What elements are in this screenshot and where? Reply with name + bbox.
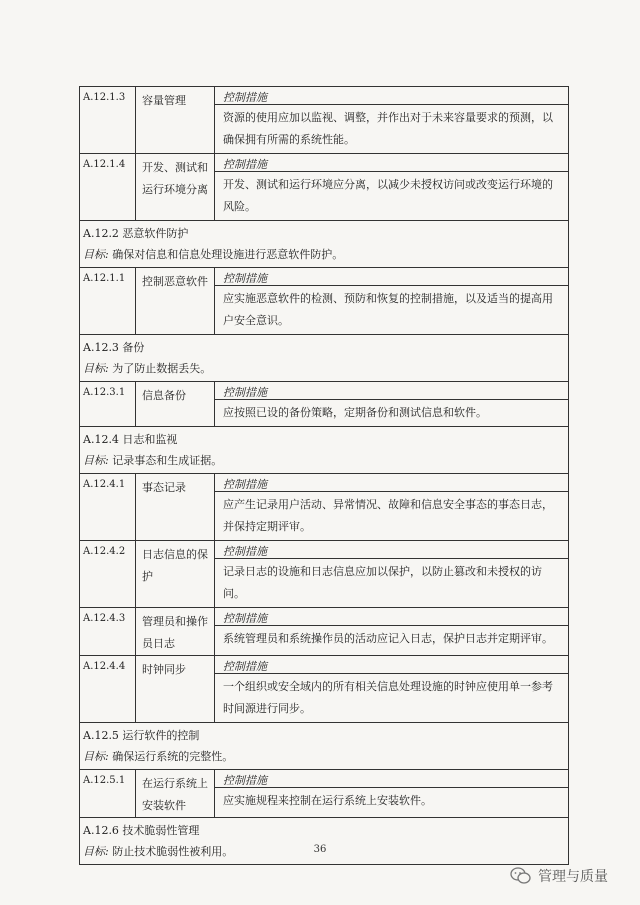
control-name: 控制恶意软件 [136,268,215,334]
control-text: 应实施恶意软件的检测、预防和恢复的控制措施，以及适当的提高用户安全意识。 [223,292,553,327]
control-row [80,381,568,426]
control-row [80,267,568,334]
control-id: A.12.1.3 [80,87,136,153]
brand-text: 管理与质量 [538,869,608,885]
wechat-icon [510,867,532,885]
control-name: 事态记录 [136,474,215,540]
section-title: A.12.5 运行软件的控制 [83,729,200,742]
section-title: A.12.3 备份 [83,341,145,354]
goal-label: 目标: [83,845,109,858]
control-text: 系统管理员和系统操作员的活动应记入日志，保护日志并定期评审。 [223,632,553,645]
section-header [80,722,568,769]
control-text: 开发、测试和运行环境应分离，以减少未授权访问或改变运行环境的风险。 [223,178,553,213]
control-text: 应产生记录用户活动、异常情况、故障和信息安全事态的事态日志，并保持定期评审。 [223,498,553,533]
control-row [80,540,568,607]
section-goal [83,358,565,379]
control-id: A.12.5.1 [80,770,136,817]
goal-label: 目标: [83,750,109,763]
goal-label: 目标: [83,454,109,467]
control-label: 控制措施 [215,656,568,674]
control-row [80,655,568,722]
control-id: A.12.1.1 [80,268,136,334]
section-goal [83,746,565,767]
control-description [215,541,568,607]
control-description [215,382,568,426]
control-text: 资源的使用应加以监视、调整，并作出对于未来容量要求的预测，以确保拥有所需的系统性能。 [223,111,553,146]
control-label: 控制措施 [215,474,568,492]
control-label: 控制措施 [215,268,568,286]
control-text: 应实施规程来控制在运行系统上安装软件。 [223,794,432,807]
page-number: 36 [313,844,327,855]
section-goal [83,450,565,471]
control-id: A.12.4.4 [80,656,136,722]
goal-text: 记录事态和生成证据。 [112,454,223,467]
control-label: 控制措施 [215,541,568,559]
control-label: 控制措施 [215,154,568,172]
controls-table [79,86,569,865]
section-title: A.12.4 日志和监视 [83,433,178,446]
control-name: 开发、测试和运行环境分离 [136,154,215,220]
control-description [215,608,568,655]
control-name: 日志信息的保护 [136,541,215,607]
section-header [80,426,568,473]
control-name: 信息备份 [136,382,215,426]
goal-text: 确保对信息和信息处理设施进行恶意软件防护。 [112,248,344,261]
control-label: 控制措施 [215,87,568,105]
control-row [80,473,568,540]
control-text: 应按照已设的备份策略，定期备份和测试信息和软件。 [223,406,487,419]
control-name: 时钟同步 [136,656,215,722]
control-id: A.12.4.1 [80,474,136,540]
control-row [80,607,568,655]
control-name: 在运行系统上安装软件 [136,770,215,817]
brand-watermark [510,866,608,886]
control-row [80,769,568,817]
control-row [80,153,568,220]
control-row [80,87,568,153]
control-name: 管理员和操作员日志 [136,608,215,655]
goal-text: 为了防止数据丢失。 [112,362,212,375]
control-id: A.12.1.4 [80,154,136,220]
control-id: A.12.4.2 [80,541,136,607]
control-label: 控制措施 [215,608,568,626]
control-description [215,474,568,540]
section-header [80,817,568,864]
control-text: 记录日志的设施和日志信息应加以保护，以防止篡改和未授权的访问。 [223,565,542,600]
control-text: 一个组织或安全域内的所有相关信息处理设施的时钟应使用单一参考时间源进行同步。 [223,680,553,715]
goal-text: 防止技术脆弱性被利用。 [112,845,234,858]
control-name: 容量管理 [136,87,215,153]
section-goal [83,244,565,265]
section-title: A.12.2 恶意软件防护 [83,227,189,240]
goal-label: 目标: [83,362,109,375]
goal-text: 确保运行系统的完整性。 [112,750,234,763]
control-label: 控制措施 [215,382,568,400]
control-description [215,268,568,334]
control-description [215,154,568,220]
control-id: A.12.4.3 [80,608,136,655]
control-label: 控制措施 [215,770,568,788]
section-title: A.12.6 技术脆弱性管理 [83,824,200,837]
control-description [215,87,568,153]
control-description [215,656,568,722]
control-id: A.12.3.1 [80,382,136,426]
section-header [80,334,568,381]
control-description [215,770,568,817]
goal-label: 目标: [83,248,109,261]
section-header [80,220,568,267]
